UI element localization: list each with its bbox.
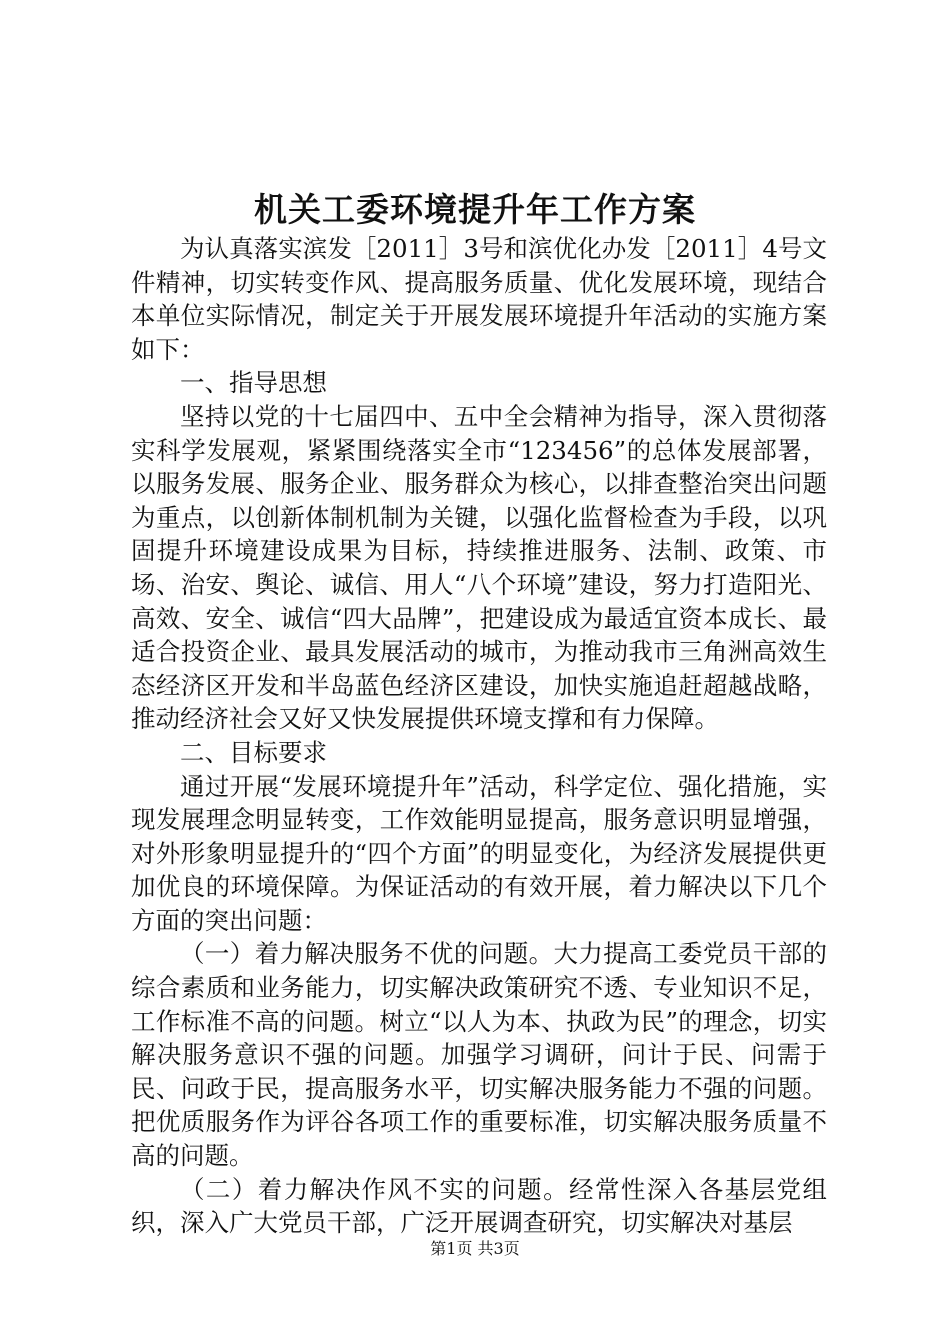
document-body: [131, 232, 827, 1240]
document-title: 机关工委环境提升年工作方案: [254, 190, 696, 229]
section-heading-guiding-ideology: 一、指导思想: [180, 368, 327, 398]
paragraph-intro: 为认真落实滨发［2011］3号和滨优化办发［2011］4号文件精神，切实转变作风、提高服务质量、优化发展环境，现结合本单位实际情况，制定关于开展发展环境提升年活动的实施方案如下：: [131, 234, 827, 364]
section-heading-goals: 二、目标要求: [180, 737, 327, 767]
paragraph-item-one: （一）着力解决服务不优的问题。大力提高工委党员干部的综合素质和业务能力，切实解决政策研究不透、专业知识不足，工作标准不高的问题。树立“以人为本、执政为民”的理念，切实解决服务意识不强的问题。加强学习调研，问计于民、问需于民、问政于民，提高服务水平，切实解决服务能力不强的问题。把优质服务作为评谷各项工作的重要标准，切实解决服务质量不高的问题。: [131, 939, 827, 1171]
paragraph-item-two: （二）着力解决作风不实的问题。经常性深入各基层党组织，深入广大党员干部，广泛开展调查研究，切实解决对基层: [131, 1174, 827, 1238]
paragraph-goals: 通过开展“发展环境提升年”活动，科学定位、强化措施，实现发展理念明显转变，工作效能明显提高，服务意识明显增强，对外形象明显提升的“四个方面”的明显变化，为经济发展提供更加优良的环境保障。为保证活动的有效开展，着力解决以下几个方面的突出问题：: [131, 771, 827, 935]
page-footer: 第1页 共3页: [430, 1239, 520, 1258]
paragraph-guiding-ideology: 坚持以党的十七届四中、五中全会精神为指导，深入贯彻落实科学发展观，紧紧围绕落实全市“123456”的总体发展部署，以服务发展、服务企业、服务群众为核心，以排查整治突出问题为重点，以创新体制机制为关键，以强化监督检查为手段，以巩固提升环境建设成果为目标，持续推进服务、法制、政策、市场、治安、舆论、诚信、用人“八个环境”建设，努力打造阳光、高效、安全、诚信“四大品牌”，把建设成为最适宜资本成长、最适合投资企业、最具发展活动的城市，为推动我市三角洲高效生态经济区开发和半岛蓝色经济区建设，加快实施追赶超越战略，推动经济社会又好又快发展提供环境支撑和有力保障。: [131, 401, 827, 734]
